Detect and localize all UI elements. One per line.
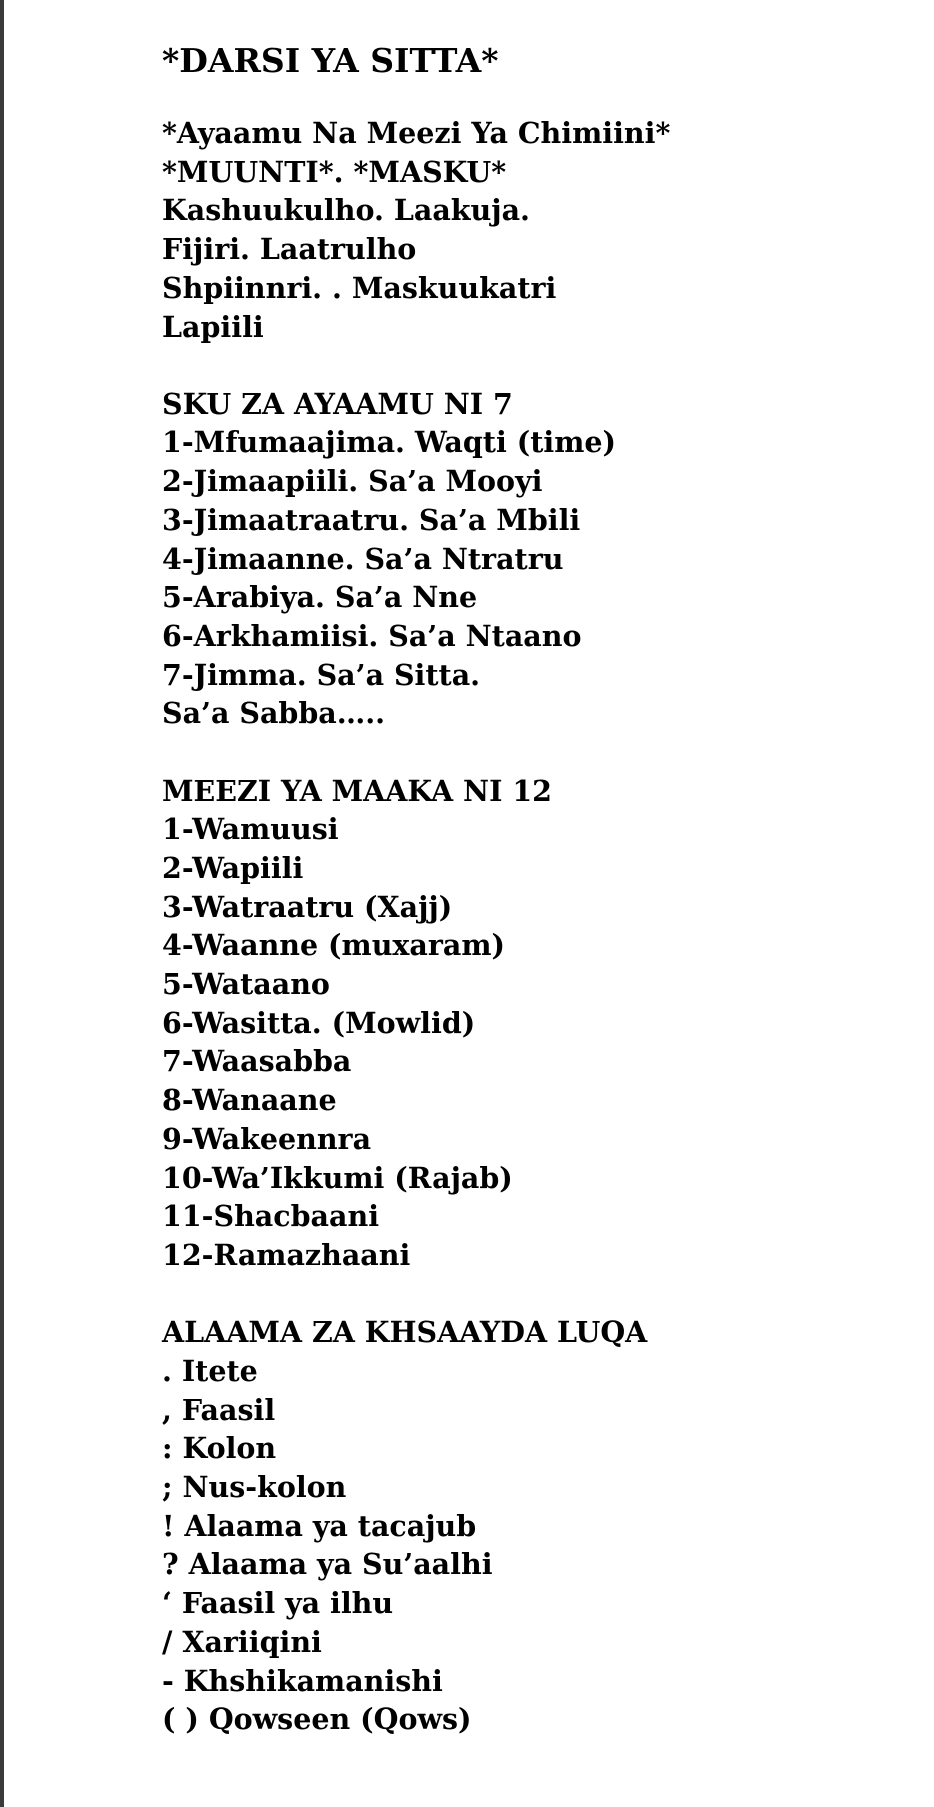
list-item: ? Alaama ya Su’aalhi — [162, 1547, 493, 1582]
page-left-border — [0, 0, 4, 1807]
list-item: 3-Jimaatraatru. Sa’a Mbili — [162, 502, 581, 537]
list-item: 10-Wa’Ikkumi (Rajab) — [162, 1160, 513, 1195]
section-heading: MEEZI YA MAAKA NI 12 — [162, 773, 552, 808]
list-item: Sa’a Sabba….. — [162, 696, 386, 731]
list-item: - Khshikamanishi — [162, 1663, 443, 1698]
list-item: 2-Wapiili — [162, 850, 304, 885]
list-item: 3-Watraatru (Xajj) — [162, 889, 453, 924]
text-line: Kashuukulho. Laakuja. — [162, 193, 530, 228]
list-item: 8-Wanaane — [162, 1083, 337, 1118]
list-item: 6-Wasitta. (Mowlid) — [162, 1005, 476, 1040]
list-item: 4-Waanne (muxaram) — [162, 928, 506, 963]
text-line: Lapiili — [162, 309, 264, 344]
list-item: 7-Jimma. Sa’a Sitta. — [162, 657, 481, 692]
section-days-and-times — [162, 114, 902, 346]
section-months-of-year — [162, 772, 902, 1275]
section-heading: SKU ZA AYAAMU NI 7 — [162, 386, 513, 421]
list-item: 9-Wakeennra — [162, 1121, 372, 1156]
list-item: , Faasil — [162, 1392, 276, 1427]
list-item: 2-Jimaapiili. Sa’a Mooyi — [162, 464, 543, 499]
list-item: 5-Arabiya. Sa’a Nne — [162, 580, 478, 615]
list-item: 5-Wataano — [162, 967, 330, 1002]
list-item: . Itete — [162, 1353, 258, 1388]
text-line: Fijiri. Laatrulho — [162, 232, 417, 267]
list-item: ( ) Qowseen (Qows) — [162, 1702, 472, 1737]
list-item: 6-Arkhamiisi. Sa’a Ntaano — [162, 618, 582, 653]
list-item: 11-Shacbaani — [162, 1199, 380, 1234]
section-punctuation-marks — [162, 1313, 902, 1739]
section-heading: *Ayaamu Na Meezi Ya Chimiini* — [162, 116, 671, 150]
list-item: : Kolon — [162, 1431, 277, 1466]
list-item: ‘ Faasil ya ilhu — [162, 1586, 394, 1621]
list-item: 4-Jimaanne. Sa’a Ntratru — [162, 541, 564, 576]
section-heading: ALAAMA ZA KHSAAYDA LUQA — [162, 1315, 648, 1350]
list-item: ; Nus-kolon — [162, 1470, 347, 1504]
text-line: *MUUNTI*. *MASKU* — [162, 154, 507, 189]
list-item: 1-Mfumaajima. Waqti (time) — [162, 425, 616, 460]
list-item: ! Alaama ya tacajub — [162, 1508, 477, 1543]
document-title: *DARSI YA SITTA* — [162, 41, 499, 80]
document-page — [162, 40, 902, 1777]
text-line: Shpiinnri. . Maskuukatri — [162, 270, 557, 305]
list-item: / Xariiqini — [162, 1624, 322, 1659]
list-item: 7-Waasabba — [162, 1044, 352, 1079]
section-days-of-week — [162, 385, 902, 733]
list-item: 12-Ramazhaani — [162, 1237, 411, 1272]
list-item: 1-Wamuusi — [162, 812, 339, 847]
